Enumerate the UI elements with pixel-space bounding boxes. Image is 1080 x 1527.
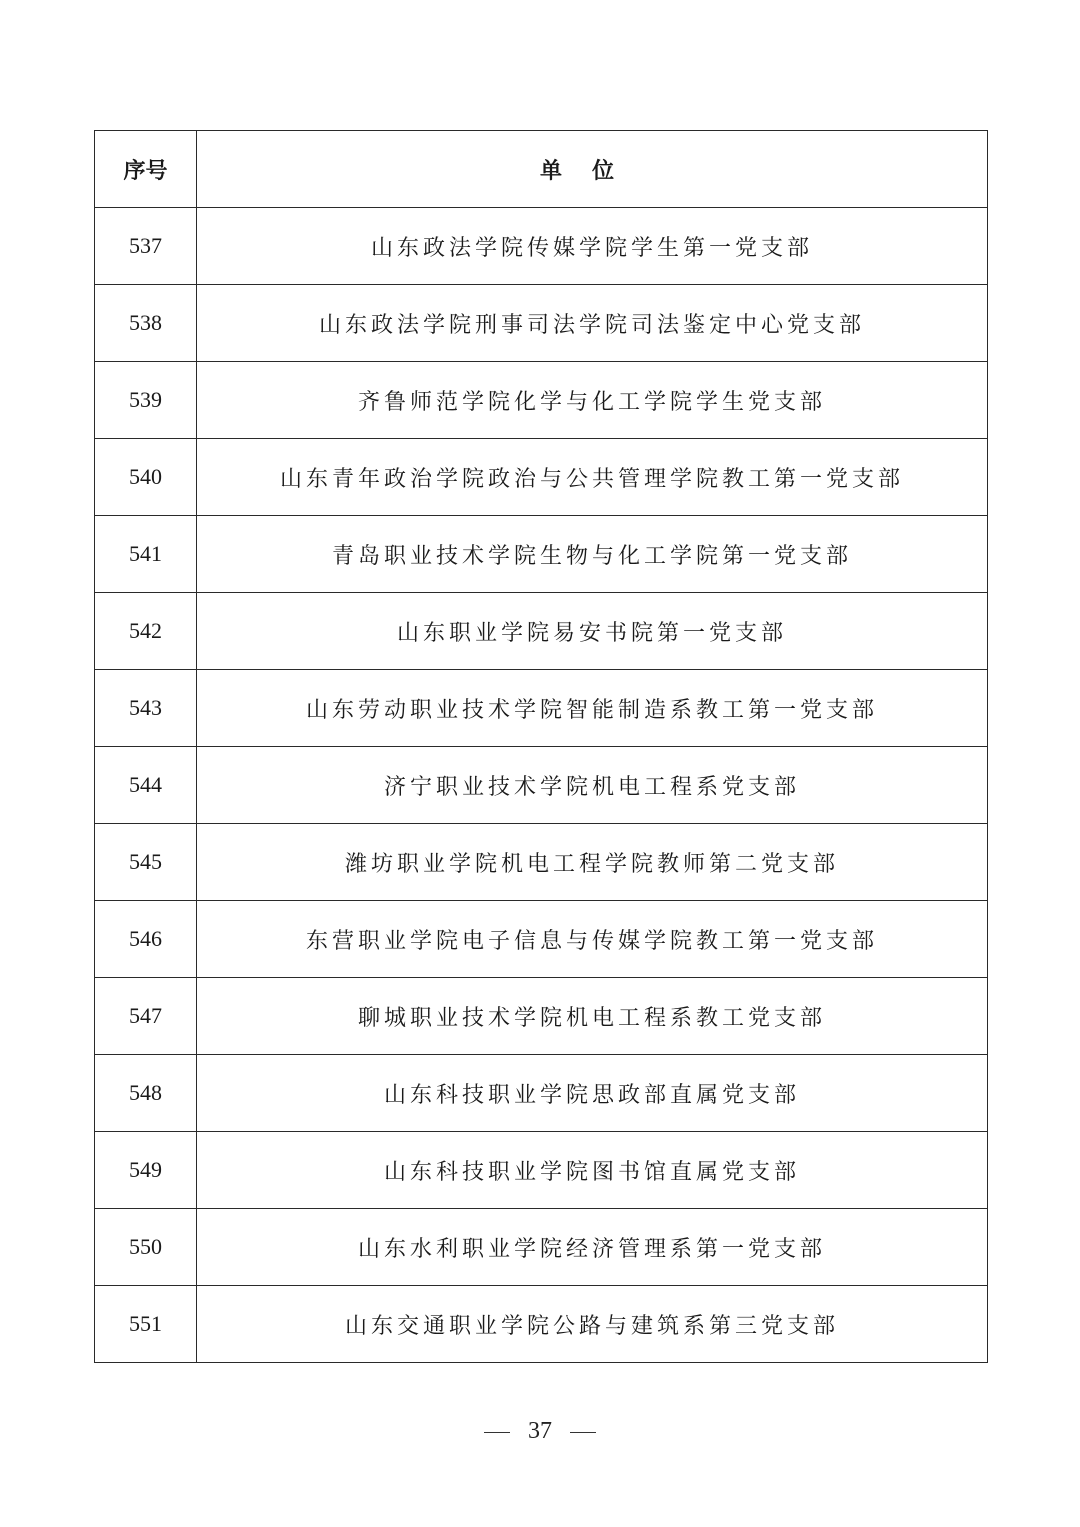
row-unit-name: 济宁职业技术学院机电工程系党支部 xyxy=(197,747,988,824)
table-header-row xyxy=(95,131,988,208)
page-number: 37 xyxy=(528,1418,552,1444)
table-row xyxy=(95,824,988,901)
table-row xyxy=(95,1286,988,1363)
row-unit-name: 潍坊职业学院机电工程学院教师第二党支部 xyxy=(197,824,988,901)
table-row xyxy=(95,901,988,978)
row-unit-name: 山东水利职业学院经济管理系第一党支部 xyxy=(197,1209,988,1286)
row-serial-number: 549 xyxy=(95,1132,197,1209)
row-unit-name: 山东交通职业学院公路与建筑系第三党支部 xyxy=(197,1286,988,1363)
row-serial-number: 551 xyxy=(95,1286,197,1363)
row-serial-number: 547 xyxy=(95,978,197,1055)
row-serial-number: 548 xyxy=(95,1055,197,1132)
table-row xyxy=(95,670,988,747)
row-unit-name: 山东政法学院刑事司法学院司法鉴定中心党支部 xyxy=(197,285,988,362)
row-serial-number: 541 xyxy=(95,516,197,593)
row-unit-name: 山东劳动职业技术学院智能制造系教工第一党支部 xyxy=(197,670,988,747)
row-unit-name: 齐鲁师范学院化学与化工学院学生党支部 xyxy=(197,362,988,439)
table-row xyxy=(95,439,988,516)
table-row xyxy=(95,1055,988,1132)
table-row xyxy=(95,1132,988,1209)
row-serial-number: 542 xyxy=(95,593,197,670)
row-serial-number: 544 xyxy=(95,747,197,824)
table-row xyxy=(95,516,988,593)
row-unit-name: 山东职业学院易安书院第一党支部 xyxy=(197,593,988,670)
table-row xyxy=(95,747,988,824)
row-unit-name: 山东青年政治学院政治与公共管理学院教工第一党支部 xyxy=(197,439,988,516)
table-row xyxy=(95,593,988,670)
row-serial-number: 545 xyxy=(95,824,197,901)
row-unit-name: 山东政法学院传媒学院学生第一党支部 xyxy=(197,208,988,285)
row-serial-number: 538 xyxy=(95,285,197,362)
footer-dash-right xyxy=(570,1432,596,1433)
header-unit: 单位 xyxy=(197,131,988,208)
row-serial-number: 550 xyxy=(95,1209,197,1286)
page-footer xyxy=(0,1418,1080,1445)
header-serial-number: 序号 xyxy=(95,131,197,208)
row-serial-number: 540 xyxy=(95,439,197,516)
row-unit-name: 东营职业学院电子信息与传媒学院教工第一党支部 xyxy=(197,901,988,978)
table-row xyxy=(95,978,988,1055)
row-serial-number: 543 xyxy=(95,670,197,747)
row-unit-name: 山东科技职业学院图书馆直属党支部 xyxy=(197,1132,988,1209)
row-serial-number: 546 xyxy=(95,901,197,978)
row-unit-name: 青岛职业技术学院生物与化工学院第一党支部 xyxy=(197,516,988,593)
row-serial-number: 537 xyxy=(95,208,197,285)
unit-list-table xyxy=(94,130,988,1363)
table-row xyxy=(95,1209,988,1286)
table-row xyxy=(95,362,988,439)
row-serial-number: 539 xyxy=(95,362,197,439)
row-unit-name: 山东科技职业学院思政部直属党支部 xyxy=(197,1055,988,1132)
table-row xyxy=(95,285,988,362)
footer-dash-left xyxy=(484,1432,510,1433)
table-row xyxy=(95,208,988,285)
row-unit-name: 聊城职业技术学院机电工程系教工党支部 xyxy=(197,978,988,1055)
